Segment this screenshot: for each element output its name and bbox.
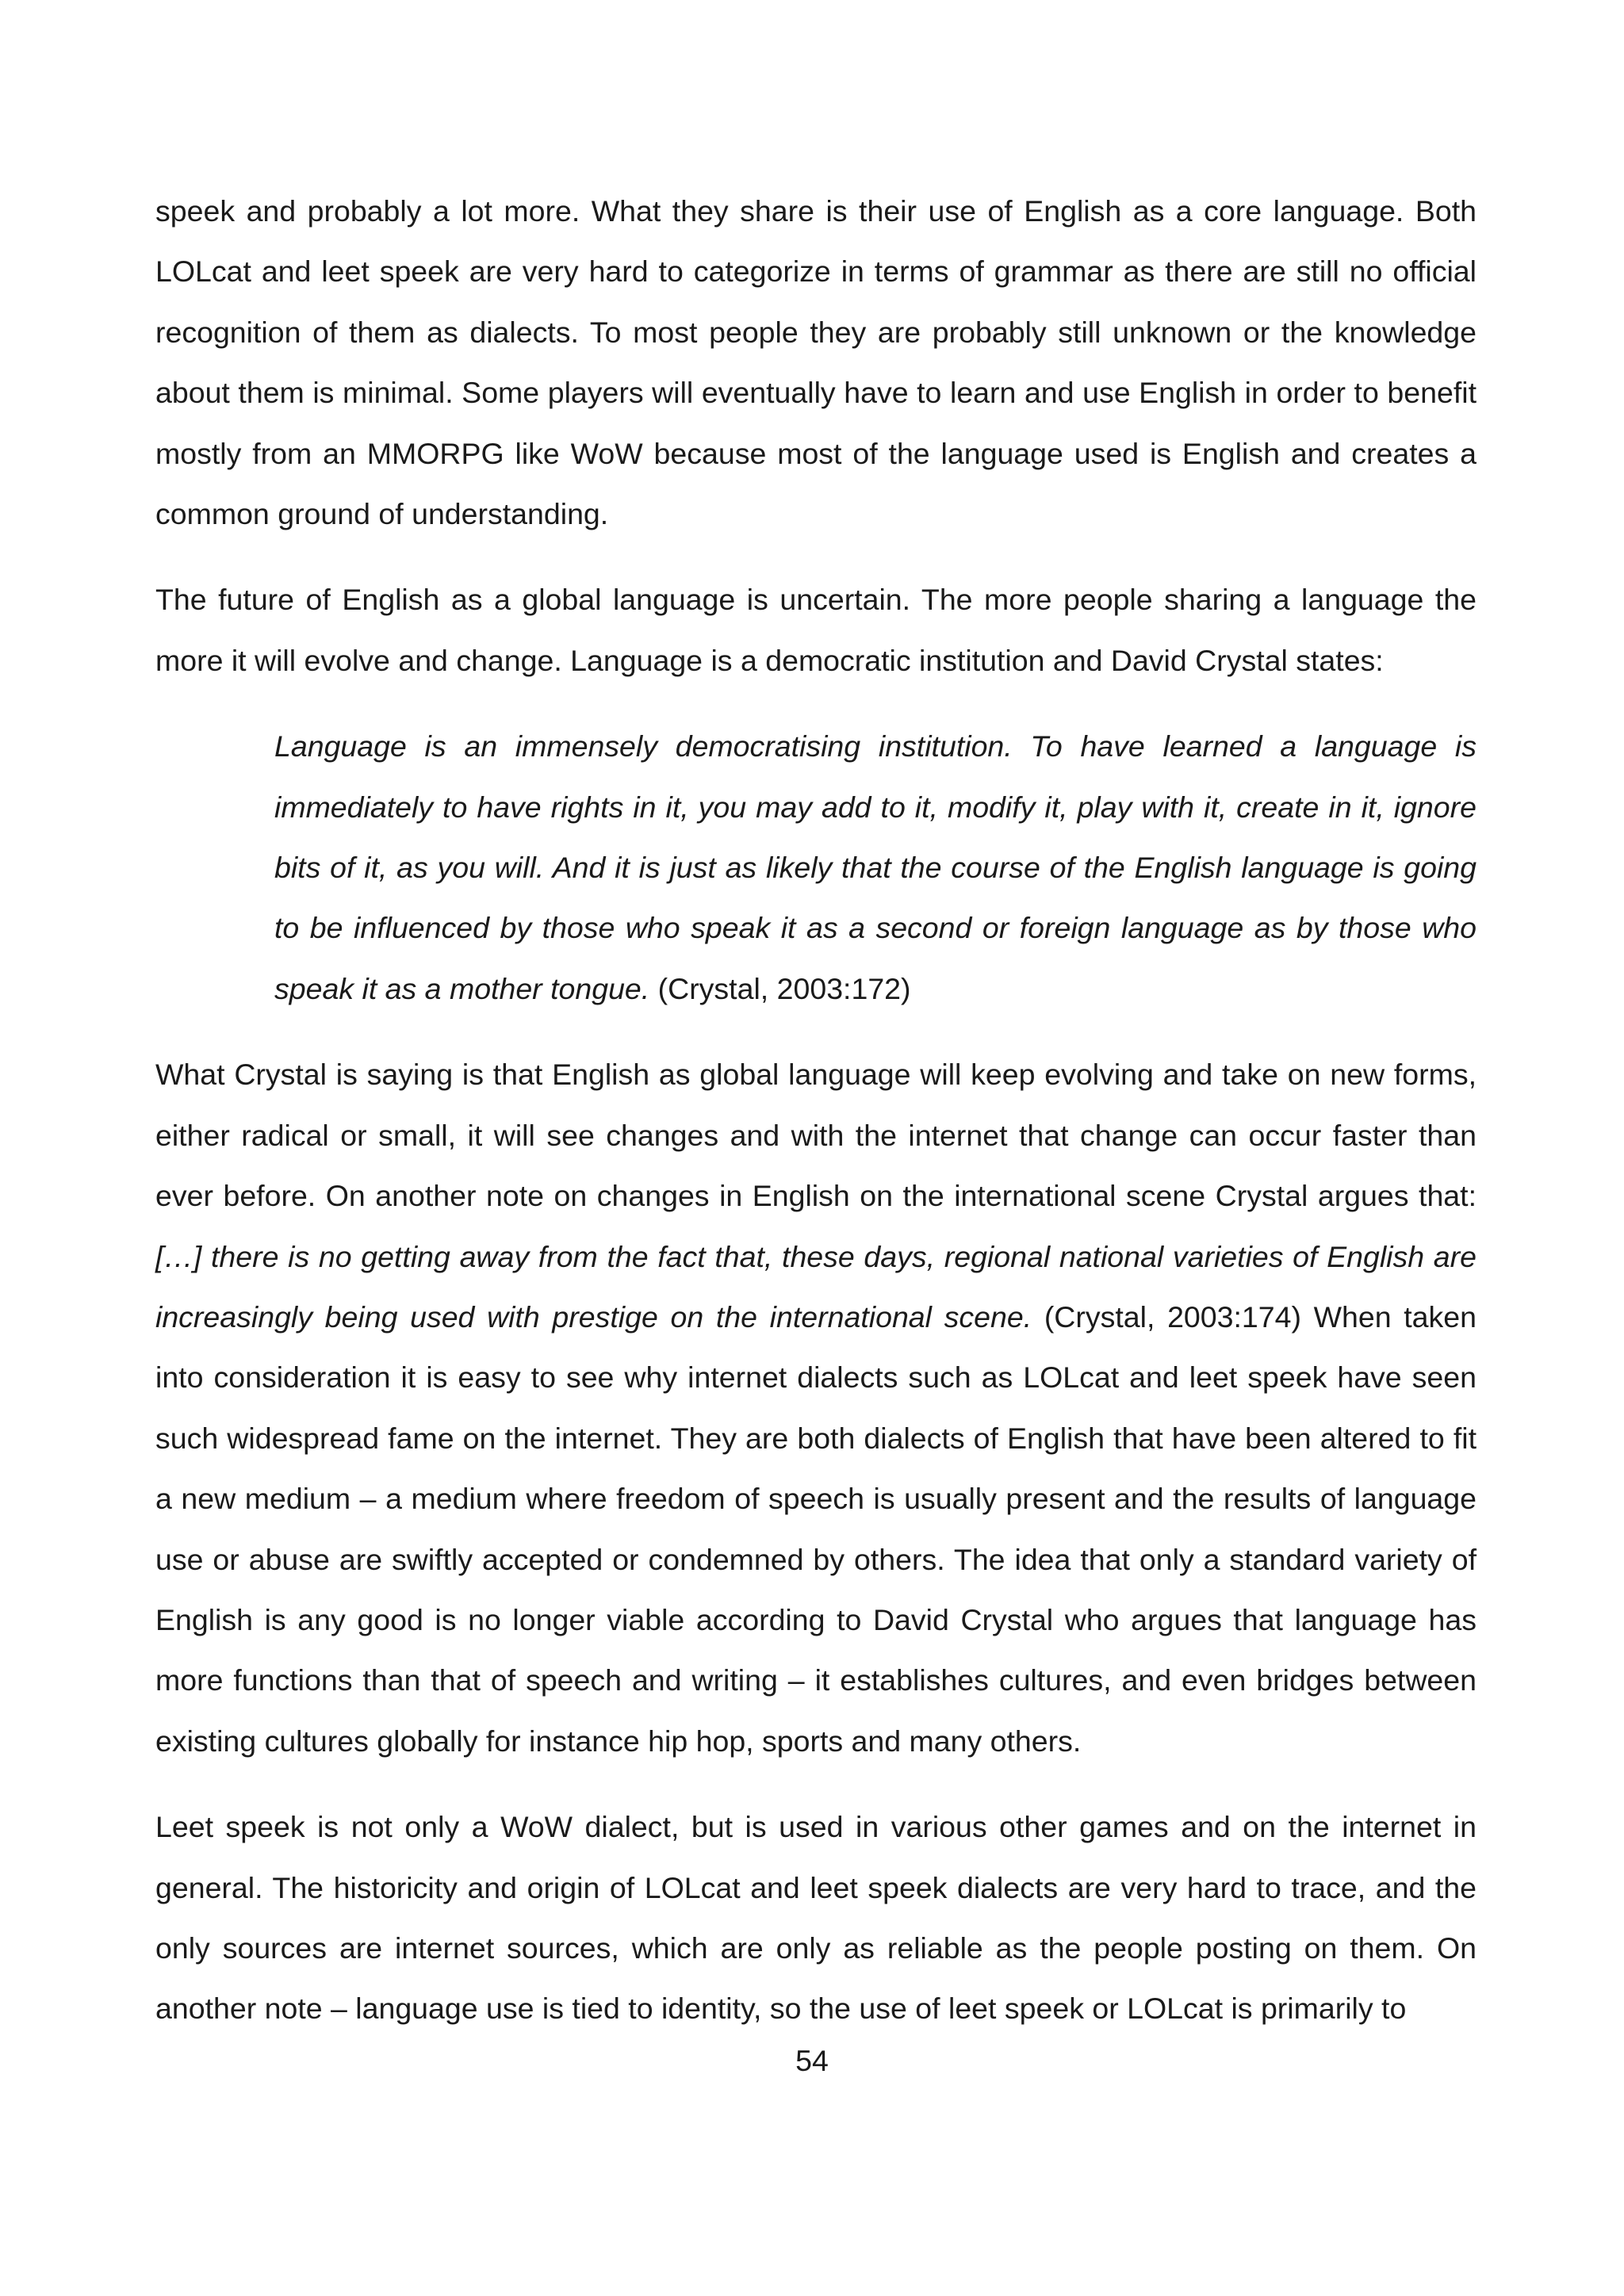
paragraph-crystal-analysis-end: (Crystal, 2003:174) When taken into consideration it is easy to see why internet dialects such as LOLcat and leet speek have seen such widespread fame on the internet. They are both dialects of English that have been altered to fit a new medium – a medium where freedom of speech is usually present and the results of language use or abuse are swiftly accepted or condemned by others. The idea that only a standard variety of English is any good is no longer viable according to David Crystal who argues that language has more functions than that of speech and writing – it establishes cultures, and even bridges between existing cultures globally for instance hip hop, sports and many others. xyxy=(155,1299,1477,1758)
inline-quote: […] there is no getting away from the fact that, these days, regional national varieties of English are increasingly being used with prestige on the international scene. xyxy=(155,1239,1477,1334)
block-quote-text: Language is an immensely democratising institution. To have learned a language is immediately to have rights in it, you may add to it, modify it, play with it, create in it, ignore bits of it, as you will. And it is just as likely that the course of the English language is going to be influenced by those who speak it as a second or foreign language as by those who speak it as a mother tongue. xyxy=(274,729,1477,1005)
paragraph-crystal-analysis xyxy=(155,1044,1477,1771)
document-page xyxy=(155,181,1477,2039)
block-quote-citation: (Crystal, 2003:172) xyxy=(649,971,911,1005)
block-quote xyxy=(274,716,1477,1019)
paragraph-future-of-english: The future of English as a global language is uncertain. The more people sharing a language the more it will evolve and change. Language is a democratic institution and David Crystal states: xyxy=(155,583,1477,677)
paragraph-dialects: speek and probably a lot more. What they share is their use of English as a core language. Both LOLcat and leet speek are very hard to categorize in terms of grammar as there are still no official recognition of them as dialects. To most people they are probably still unknown or the knowledge about them is minimal. Some players will eventually have to learn and use English in order to benefit mostly from an MMORPG like WoW because most of the language used is English and creates a common ground of understanding. xyxy=(155,194,1477,531)
paragraph-crystal-analysis-start: What Crystal is saying is that English as global language will keep evolving and take on new forms, either radical or small, it will see changes and with the internet that change can occur faster than ever before. On another note on changes in English on the international scene Crystal argues that: xyxy=(155,1058,1477,1213)
paragraph-leet-speek: Leet speek is not only a WoW dialect, but is used in various other games and on the internet in general. The historicity and origin of LOLcat and leet speek dialects are very hard to trace, and the only sources are internet sources, which are only as reliable as the people posting on them. On another note – language use is tied to identity, so the use of leet speek or LOLcat is primarily to xyxy=(155,1810,1477,2026)
page-number: 54 xyxy=(795,2044,829,2077)
